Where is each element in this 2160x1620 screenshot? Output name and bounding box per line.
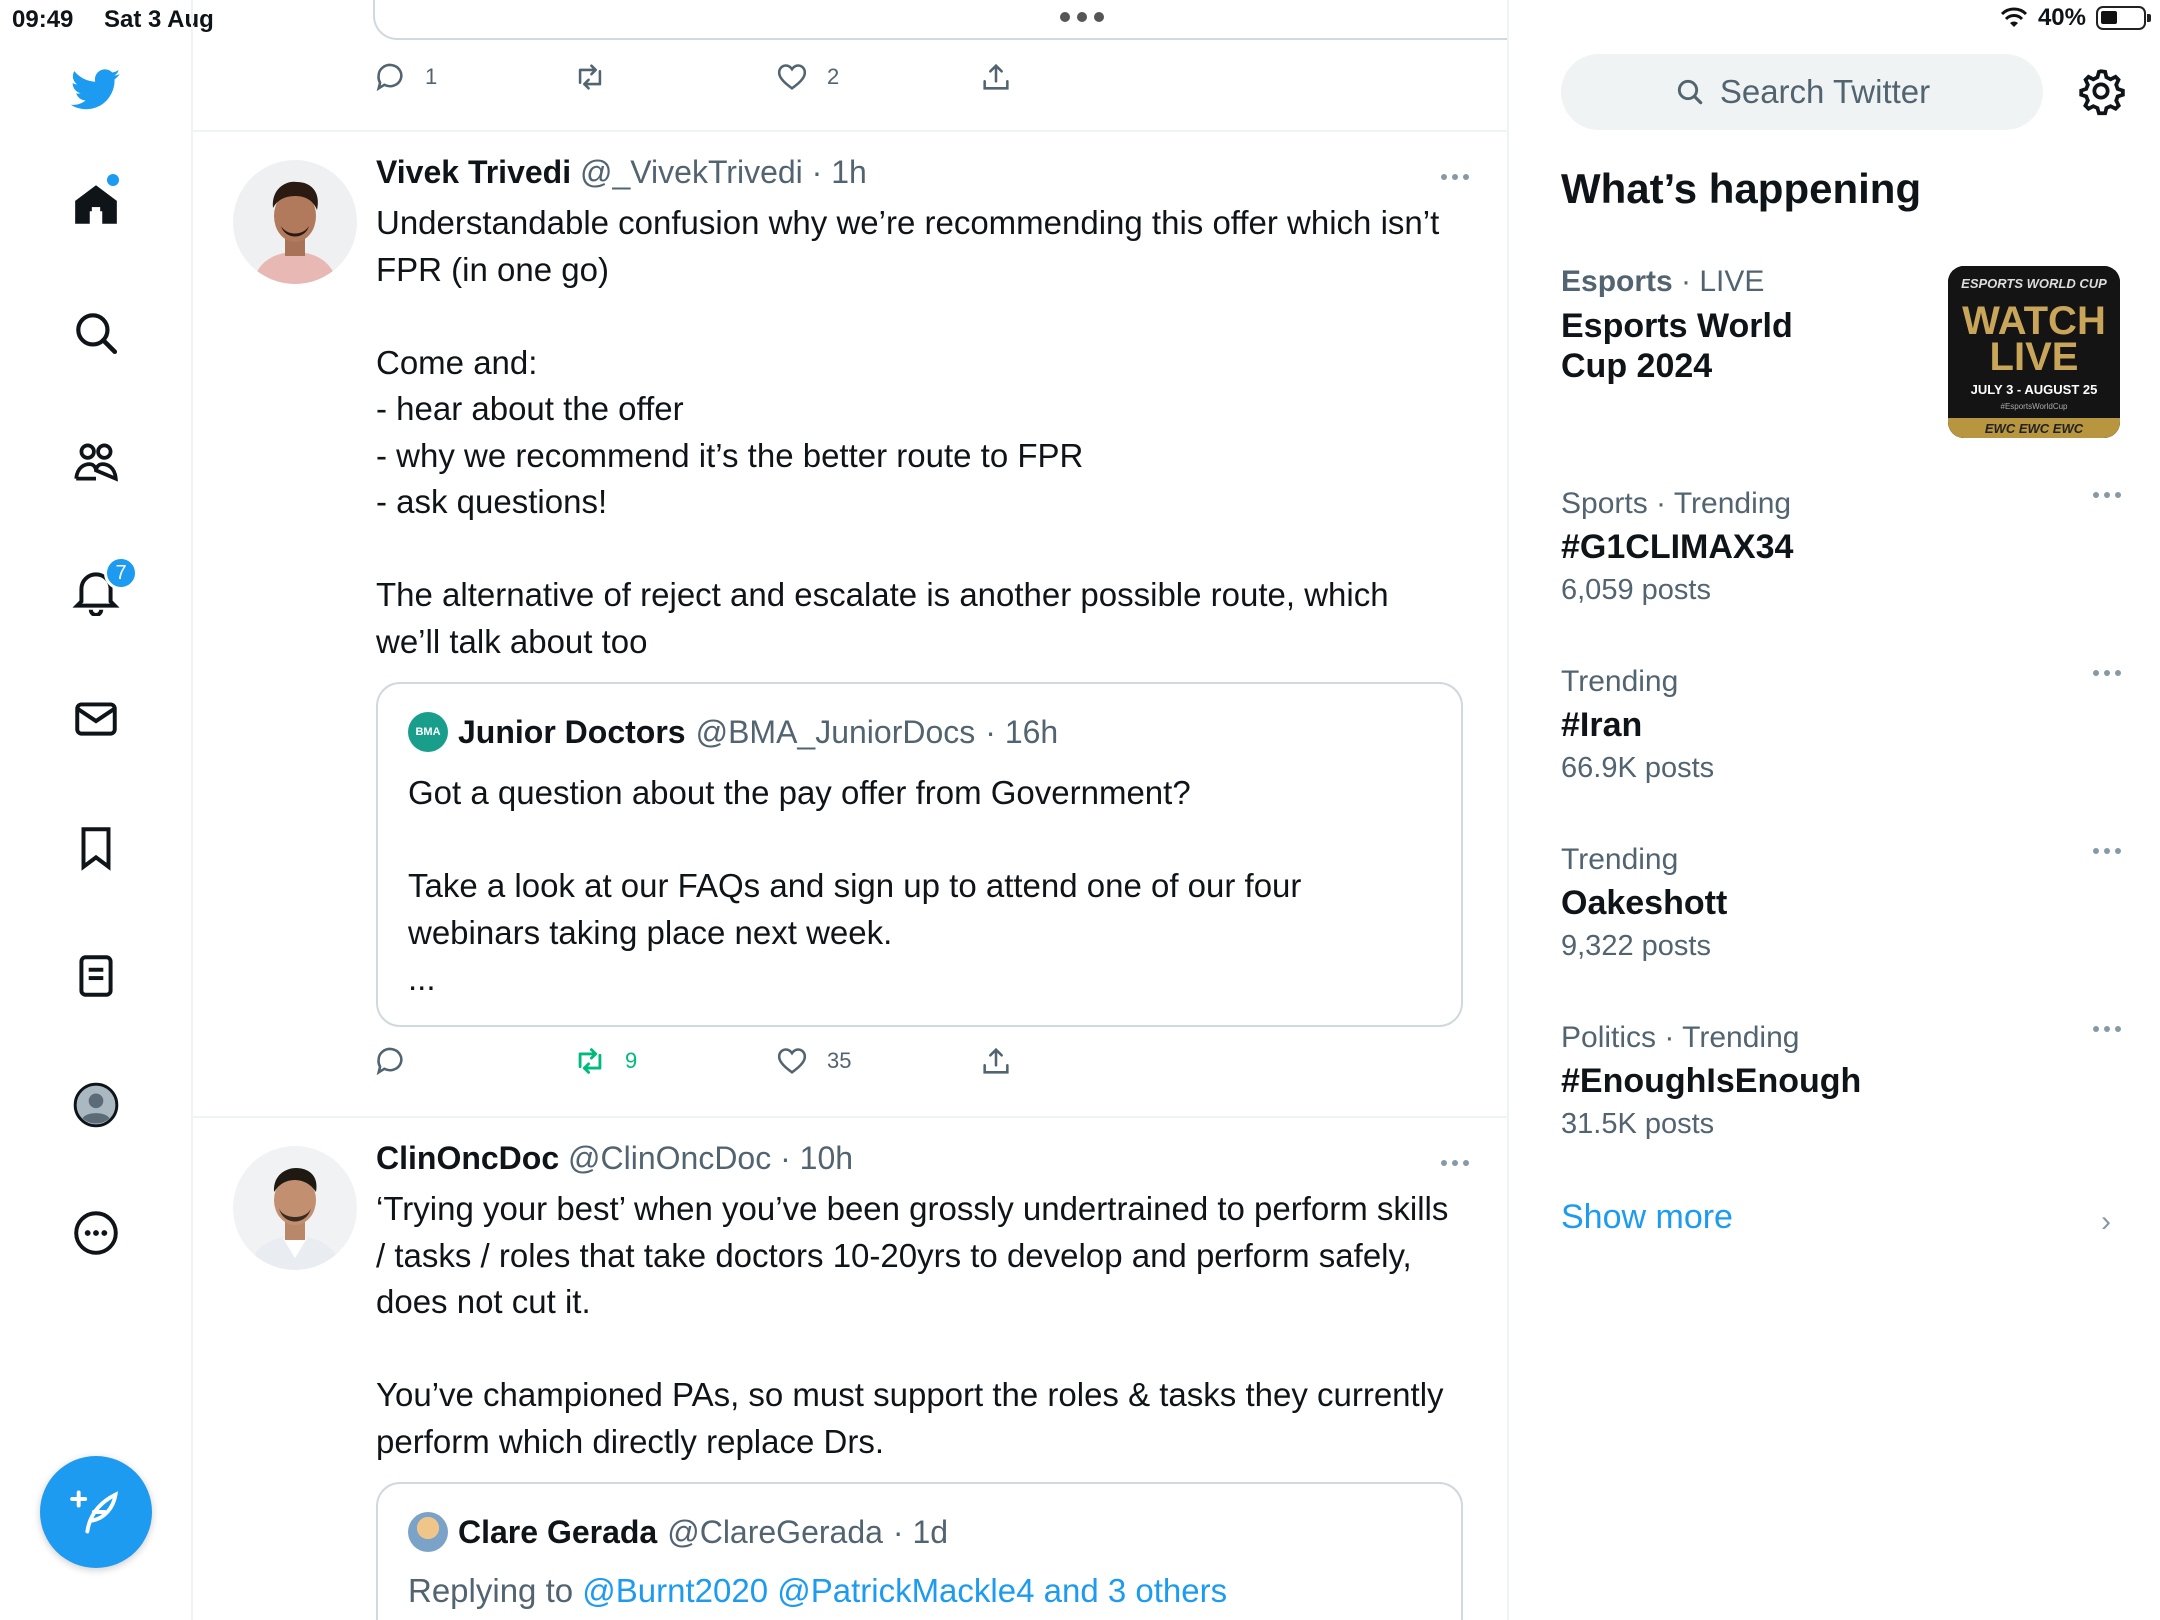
trend-count: 6,059 posts: [1561, 574, 1711, 606]
reply-button[interactable]: [373, 1044, 407, 1078]
tweet-header: [376, 1140, 853, 1177]
bookmarks-icon[interactable]: [62, 814, 130, 882]
quoted-author-name: Junior Doctors: [458, 713, 686, 750]
trend-name: #Iran: [1561, 706, 1643, 744]
like-button[interactable]: [775, 60, 839, 94]
tweet-more-icon[interactable]: [1441, 174, 1469, 180]
lists-icon[interactable]: [62, 942, 130, 1010]
reply-icon: [373, 1044, 407, 1078]
search-input[interactable]: [1561, 54, 2043, 130]
author-name[interactable]: ClinOncDoc: [376, 1140, 560, 1176]
quoted-avatar: [408, 1512, 448, 1552]
trend-more-icon[interactable]: [2093, 848, 2121, 854]
trend-count: 31.5K posts: [1561, 1108, 1715, 1140]
battery-percent: 40%: [2037, 4, 2086, 31]
like-count: 35: [827, 1048, 852, 1073]
trend-count: 66.9K posts: [1561, 752, 1715, 784]
right-sidebar: [1511, 0, 2160, 1620]
esports-image-main2: LIVE: [1989, 335, 2079, 379]
share-icon: [979, 60, 1013, 94]
avatar[interactable]: [233, 1146, 357, 1270]
trend-name: #G1CLIMAX34: [1561, 528, 1794, 566]
like-button[interactable]: [775, 1044, 851, 1078]
more-circle-icon[interactable]: [62, 1199, 130, 1267]
author-name[interactable]: Vivek Trivedi: [376, 154, 572, 190]
retweet-count: 9: [625, 1048, 638, 1073]
tweet-more-icon[interactable]: [1441, 1160, 1469, 1166]
explore-search-icon[interactable]: [62, 299, 130, 367]
trend-live-status: · LIVE: [1672, 265, 1765, 298]
tweet-time[interactable]: · 10h: [780, 1140, 854, 1176]
esports-image-top: ESPORTS WORLD CUP: [1961, 276, 2107, 291]
trend-meta: Politics · Trending: [1561, 1021, 1800, 1054]
quoted-tweet[interactable]: [376, 682, 1463, 1027]
trend-name: #EnoughIsEnough: [1561, 1062, 1862, 1100]
trend-item[interactable]: [1561, 482, 2121, 612]
quoted-author-handle: @BMA_JuniorDocs: [695, 713, 976, 750]
quoted-tweet-header: [408, 1512, 948, 1552]
trend-item[interactable]: [1561, 1016, 2121, 1146]
tweet-text: ‘Trying your best’ when you’ve been grossly undertrained to perform skills / tasks / roles that take doctors 10-20yrs to develop and perform safely, does not cut it. You’ve championed PAs, so must support the roles & tasks they currently perform which directly replace Drs.: [376, 1190, 1449, 1460]
replying-to-prefix: Replying to: [408, 1572, 583, 1609]
author-handle[interactable]: @ClinOncDoc: [568, 1140, 772, 1176]
retweet-icon: [573, 1044, 607, 1078]
quoted-tweet-text: Got a question about the pay offer from Government? Take a look at our FAQs and sign up to attend one of our four webinars taking place next week. ...: [408, 774, 1302, 997]
share-icon: [979, 1044, 1013, 1078]
trend-more-icon[interactable]: [2093, 670, 2121, 676]
previous-quote-card-edge: [373, 0, 1509, 40]
tweet-text: Understandable confusion why we’re recommending this offer which isn’t FPR (in one go) Come and: - hear about the offer - why we recommend it’s the better route to FPR - ask questions! The alternative of reject and escalate is another possible route, which we’ll talk about too: [376, 204, 1440, 660]
heart-icon: [775, 60, 809, 94]
left-navigation: [0, 0, 193, 1620]
tweet-header: [376, 154, 867, 191]
tweet-clinoncdoc[interactable]: [193, 1118, 1509, 1620]
search-icon: [1674, 76, 1706, 108]
trend-item[interactable]: [1561, 838, 2121, 968]
feather-plus-icon: [70, 1486, 122, 1538]
communities-icon[interactable]: [62, 428, 130, 496]
retweet-button[interactable]: [573, 60, 607, 94]
notifications-badge: 7: [104, 556, 138, 590]
search-placeholder: Search Twitter: [1719, 73, 1931, 110]
reply-button[interactable]: [373, 60, 437, 94]
like-count: 2: [827, 64, 840, 89]
esports-image-tag: #EsportsWorldCup: [2000, 402, 2068, 411]
replying-to-line: [408, 1568, 1428, 1615]
home-unread-dot: [107, 174, 119, 186]
home-icon[interactable]: [62, 171, 130, 239]
twitter-logo-icon[interactable]: [62, 55, 130, 123]
trend-item[interactable]: [1561, 660, 2121, 790]
esports-image-main1: WATCH: [1962, 299, 2106, 343]
heart-icon: [775, 1044, 809, 1078]
trend-name: Esports World Cup 2024: [1561, 307, 1793, 385]
esports-image-dates: JULY 3 - AUGUST 25: [1970, 382, 2098, 397]
author-handle[interactable]: @_VivekTrivedi: [579, 154, 803, 190]
status-time: 09:49: [12, 6, 74, 33]
reply-icon: [373, 60, 407, 94]
quoted-avatar: BMA: [408, 712, 448, 752]
trend-name: Oakeshott: [1561, 884, 1728, 922]
show-more-link[interactable]: Show more: [1561, 1198, 1733, 1236]
reply-count: 1: [425, 64, 438, 89]
chevron-right-icon[interactable]: ›: [2101, 1205, 2111, 1238]
trend-more-icon[interactable]: [2093, 1026, 2121, 1032]
trend-meta: Sports · Trending: [1561, 487, 1792, 520]
messages-envelope-icon[interactable]: [62, 685, 130, 753]
trend-category: Esports: [1561, 265, 1673, 298]
tweet-actions: [373, 1044, 1373, 1084]
profile-avatar-icon[interactable]: [62, 1071, 130, 1139]
share-button[interactable]: [979, 1044, 1013, 1078]
retweet-button[interactable]: [573, 1044, 637, 1078]
trend-more-icon[interactable]: [2093, 492, 2121, 498]
esports-world-cup-image[interactable]: [1948, 266, 2120, 438]
status-date: Sat 3 Aug: [104, 6, 214, 33]
timeline-feed: [193, 0, 1509, 1620]
trend-meta: Trending: [1561, 843, 1679, 876]
compose-tweet-button[interactable]: [40, 1456, 152, 1568]
trend-count: 9,322 posts: [1561, 930, 1711, 962]
quoted-tweet-time: · 16h: [985, 713, 1059, 750]
esports-image-strip: EWC EWC EWC: [1984, 421, 2084, 436]
retweet-icon: [573, 60, 607, 94]
quoted-author-handle: @ClareGerada: [667, 1513, 883, 1550]
tweet-vivek-trivedi[interactable]: [193, 132, 1509, 1118]
share-button[interactable]: [979, 60, 1013, 94]
previous-tweet-actions: [373, 60, 1373, 100]
quoted-tweet-header: [408, 712, 1058, 752]
settings-gear-icon[interactable]: [2076, 66, 2126, 116]
quoted-tweet-time: · 1d: [892, 1513, 949, 1550]
tweet-time[interactable]: · 1h: [811, 154, 867, 190]
quoted-tweet[interactable]: [376, 1482, 1463, 1620]
avatar[interactable]: [233, 160, 357, 284]
whats-happening-title: What’s happening: [1561, 165, 1922, 212]
trend-meta: Trending: [1561, 665, 1679, 698]
quoted-author-name: Clare Gerada: [458, 1513, 658, 1550]
replying-to-links[interactable]: @Burnt2020 @PatrickMackle4 and 3 others: [582, 1572, 1228, 1609]
